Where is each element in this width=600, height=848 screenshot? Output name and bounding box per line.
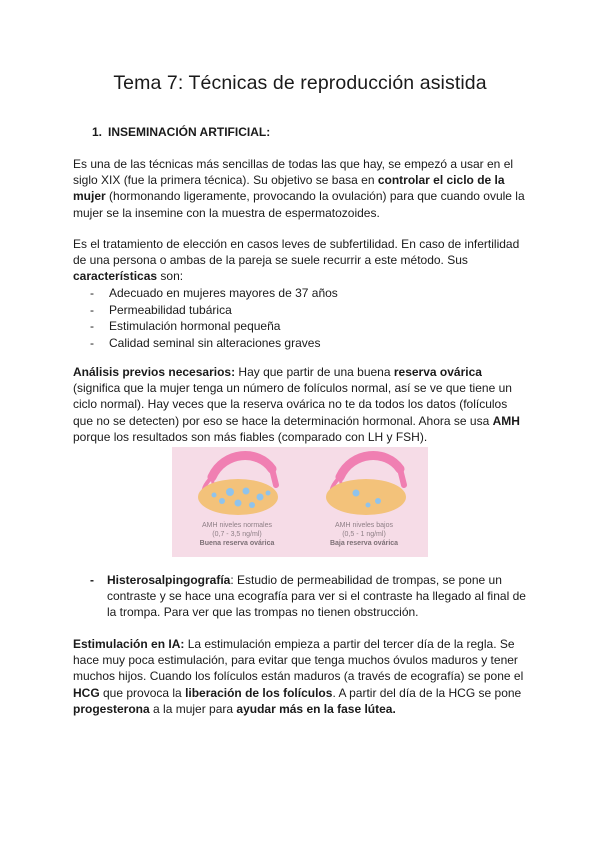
list-item: - Calidad seminal sin alteraciones graves bbox=[90, 335, 321, 350]
low-reserve-ovary bbox=[326, 456, 406, 515]
section-number: 1. bbox=[92, 125, 103, 139]
hsg-label: Histerosalpingografía bbox=[107, 573, 231, 587]
section-heading-text: INSEMINACIÓN ARTIFICIAL: bbox=[108, 125, 271, 139]
analysis-label: Análisis previos necesarios: bbox=[73, 365, 236, 379]
intro-paragraph: Es una de las técnicas más sencillas de todas las que hay, se empezó a usar en el siglo XIX (fue la primera técnica). Su objetivo se basa en controlar el ciclo de la mujer (hormonando ligeramente, provocando la ovulación) para que cuando ovule la mujer se la insemine con la muestra de espermatozoides. bbox=[73, 157, 525, 220]
stimulation-paragraph: Estimulación en IA: La estimulación empieza a partir del tercer día de la regla. Se hace muy poca estimulación, para evitar que tenga muchos óvulos maduros y tener muchos hijos. Cuando los folículos están maduros (a través de ecografía) se pone el HCG que provoca la liberación de los folículos. A partir del día de la HCG se pone progesterona a la mujer para ayudar más en la fase lútea. bbox=[73, 637, 524, 716]
stimulation-label: Estimulación en IA: bbox=[73, 637, 185, 651]
list-item: - Estimulación hormonal pequeña bbox=[90, 319, 281, 333]
list-item: - Adecuado en mujeres mayores de 37 años bbox=[90, 286, 338, 300]
treatment-paragraph: Es el tratamiento de elección en casos leves de subfertilidad. En caso de infertilidad de una persona o ambas de la pareja se suele recurrir a este método. Sus características son: bbox=[73, 237, 520, 284]
normal-reserve-caption: AMH niveles normales (0,7 - 3,5 ng/ml) Buena reserva ovárica bbox=[199, 522, 275, 547]
amh-ovarian-reserve-figure bbox=[172, 447, 428, 557]
characteristics-list bbox=[90, 285, 338, 351]
section-heading bbox=[92, 125, 270, 139]
hsg-item: - Histerosalpingografía: Estudio de permeabilidad de trompas, se pone un contraste y se hace una ecografía para ver si el contraste ha llegado al final de la trompa. Para ver que las trompas no tienen obstrucción. bbox=[90, 573, 526, 619]
page-title: Tema 7: Técnicas de reproducción asistida bbox=[113, 72, 487, 94]
characteristics-label: características bbox=[73, 269, 158, 284]
analysis-paragraph: Análisis previos necesarios: Hay que partir de una buena reserva ovárica (significa que la mujer tenga un número de folículos normal, así se ve que tiene un ciclo normal). Hay veces que la reserva ovárica no te da todos los datos (folículos que no se detecten) por eso se hace la determinación hormonal. Ahora se usa AMH porque los resultados son más fiables (comparado con LH y FSH). bbox=[73, 365, 520, 444]
list-item: - Permeabilidad tubárica bbox=[90, 302, 232, 317]
normal-reserve-ovary bbox=[198, 456, 278, 515]
low-reserve-caption: AMH niveles bajos (0,5 - 1 ng/ml) Baja reserva ovárica bbox=[329, 522, 399, 547]
intro-highlight: controlar el ciclo de la mujer bbox=[73, 173, 505, 204]
